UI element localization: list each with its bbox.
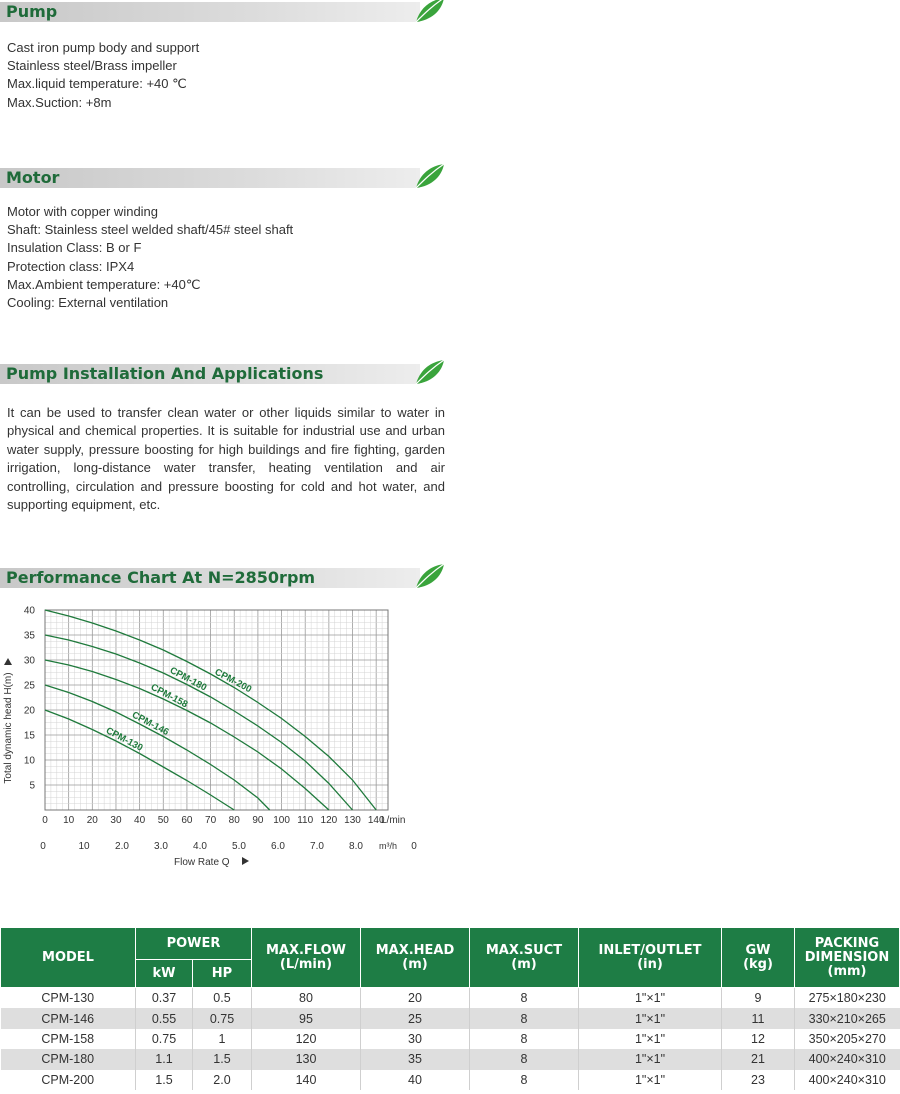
cell-max-suct: 8 bbox=[470, 1070, 579, 1090]
col-header-model: MODEL bbox=[1, 928, 136, 988]
cell-model: CPM-146 bbox=[1, 1008, 136, 1028]
y-tick-label: 40 bbox=[23, 605, 35, 617]
col-header-max-suct-label: MAX.SUCT bbox=[485, 942, 563, 958]
installation-section-title: Pump Installation And Applications bbox=[6, 364, 324, 383]
cell-max-flow: 120 bbox=[252, 1029, 361, 1049]
x-axis-arrow-icon bbox=[242, 857, 249, 865]
cell-max-suct: 8 bbox=[470, 988, 579, 1009]
cell-hp: 1 bbox=[193, 1029, 252, 1049]
series-label: CPM-200 bbox=[212, 666, 254, 696]
cell-model: CPM-180 bbox=[1, 1049, 136, 1069]
x-tick-label: 90 bbox=[252, 815, 264, 826]
installation-paragraph: It can be used to transfer clean water or other liquids similar to water in physical and chemical properties. It is suitable for industrial use and urban water supply, pressure boosting for high buildings and fire fighting, garden irrigation, long-distance water transfer, heating ventilation and air controlling, circulation and pressure boosting for cold and hot water, and supporting equipment, etc. bbox=[7, 405, 445, 513]
x2-tick-label: 7.0 bbox=[310, 841, 324, 852]
x-axis-unit: L/min bbox=[381, 815, 406, 826]
x-tick-label: 70 bbox=[205, 815, 217, 826]
col-header-max-head-label: MAX.HEAD bbox=[375, 942, 455, 958]
series-label: CPM-146 bbox=[129, 709, 171, 739]
performance-section-header bbox=[0, 568, 420, 588]
cell-packing: 400×240×310 bbox=[808, 1072, 886, 1087]
x2-tick-label: 5.0 bbox=[232, 841, 246, 852]
x2-tick-label: 3.0 bbox=[154, 841, 168, 852]
cell-model: CPM-158 bbox=[1, 1029, 136, 1049]
pump-spec-line: Stainless steel/Brass impeller bbox=[7, 58, 177, 74]
motor-spec-list bbox=[7, 203, 293, 312]
col-header-max-head-unit: (m) bbox=[402, 956, 428, 972]
table-row bbox=[1, 1008, 900, 1028]
cell-model: CPM-200 bbox=[1, 1070, 136, 1090]
col-header-max-suct bbox=[470, 928, 579, 988]
col-header-power: POWER bbox=[136, 928, 252, 960]
cell-packing: 275×180×230 bbox=[808, 991, 886, 1006]
y-tick-label: 25 bbox=[23, 680, 35, 692]
cell-kw: 0.55 bbox=[136, 1008, 193, 1028]
x2-tick-label: 4.0 bbox=[193, 841, 207, 852]
y-tick-label: 30 bbox=[23, 655, 35, 667]
table-row bbox=[1, 988, 900, 1009]
x2-axis-unit: m³/h bbox=[379, 841, 397, 851]
cell-gw: 23 bbox=[722, 1070, 795, 1090]
y-tick-label: 10 bbox=[23, 755, 35, 767]
cell-gw: 21 bbox=[722, 1049, 795, 1069]
cell-inlet-outlet: 1"×1" bbox=[579, 1029, 722, 1049]
cell-max-head: 20 bbox=[361, 988, 470, 1009]
y-axis-arrow-icon bbox=[4, 658, 12, 665]
x2-tick-label: 10 bbox=[78, 841, 90, 852]
cell-kw: 1.1 bbox=[136, 1049, 193, 1069]
y-axis-label: Total dynamic head H(m) bbox=[3, 672, 14, 784]
col-header-gw bbox=[722, 928, 795, 988]
table-row bbox=[1, 1049, 900, 1069]
y-tick-label: 35 bbox=[23, 630, 35, 642]
col-header-inlet-outlet bbox=[579, 928, 722, 988]
col-header-packing-unit: (mm) bbox=[827, 963, 867, 979]
col-header-inlet-outlet-label: INLET/OUTLET bbox=[598, 942, 702, 958]
cell-kw: 0.75 bbox=[136, 1029, 193, 1049]
pump-section-title: Pump bbox=[6, 2, 58, 21]
x-tick-label: 30 bbox=[110, 815, 122, 826]
leaf-icon bbox=[414, 162, 446, 190]
cell-max-flow: 140 bbox=[252, 1070, 361, 1090]
y-tick-label: 20 bbox=[23, 705, 35, 717]
cell-max-head: 30 bbox=[361, 1029, 470, 1049]
col-header-max-flow-label: MAX.FLOW bbox=[265, 942, 347, 958]
x-tick-label: 20 bbox=[86, 815, 98, 826]
x-tick-label: 100 bbox=[273, 815, 290, 826]
pump-spec-list bbox=[7, 39, 199, 112]
col-header-max-suct-unit: (m) bbox=[511, 956, 537, 972]
x2-tick-label: 8.0 bbox=[349, 841, 363, 852]
cell-hp: 2.0 bbox=[193, 1070, 252, 1090]
x2-tick-label: 6.0 bbox=[271, 841, 285, 852]
cell-packing: 350×205×270 bbox=[808, 1031, 886, 1046]
cell-max-flow: 130 bbox=[252, 1049, 361, 1069]
col-header-kw: kW bbox=[136, 960, 193, 988]
series-label: CPM-130 bbox=[103, 725, 145, 754]
col-header-hp: HP bbox=[193, 960, 252, 988]
spec-table bbox=[0, 927, 900, 1090]
x-tick-label: 10 bbox=[63, 815, 75, 826]
x-tick-label: 0 bbox=[42, 815, 48, 826]
cell-max-suct: 8 bbox=[470, 1049, 579, 1069]
cell-max-head: 40 bbox=[361, 1070, 470, 1090]
cell-hp: 1.5 bbox=[193, 1049, 252, 1069]
x2-tick-label: 0 bbox=[40, 841, 46, 852]
cell-inlet-outlet: 1"×1" bbox=[579, 988, 722, 1009]
motor-spec-line: Motor with copper winding bbox=[7, 204, 159, 219]
motor-spec-line: Shaft: Stainless steel welded shaft/45# steel shaft bbox=[7, 222, 294, 238]
cell-inlet-outlet: 1"×1" bbox=[579, 1070, 722, 1090]
cell-model: CPM-130 bbox=[1, 988, 136, 1009]
x-tick-label: 80 bbox=[228, 815, 240, 826]
motor-section-header bbox=[0, 168, 420, 188]
leaf-icon bbox=[414, 0, 446, 24]
performance-section-title: Performance Chart At N=2850rpm bbox=[6, 568, 316, 587]
table-row bbox=[1, 1070, 900, 1090]
cell-max-suct: 8 bbox=[470, 1029, 579, 1049]
x2-tick-label: 2.0 bbox=[115, 841, 129, 852]
col-header-gw-label: GW bbox=[745, 942, 771, 958]
x-tick-label: 140 bbox=[367, 815, 385, 826]
cell-gw: 9 bbox=[722, 988, 795, 1009]
cell-max-suct: 8 bbox=[470, 1008, 579, 1028]
performance-chart bbox=[0, 598, 440, 878]
x-tick-label: 50 bbox=[157, 815, 169, 826]
cell-packing: 330×210×265 bbox=[795, 1008, 900, 1028]
cell-kw: 0.37 bbox=[136, 988, 193, 1009]
table-row bbox=[1, 1029, 900, 1049]
cell-max-flow: 80 bbox=[252, 988, 361, 1009]
x-tick-label: 60 bbox=[181, 815, 193, 826]
cell-max-head: 35 bbox=[361, 1049, 470, 1069]
motor-spec-line: Protection class: IPX4 bbox=[7, 258, 135, 274]
cell-packing: 400×240×310 bbox=[795, 1049, 900, 1069]
x2-tick-label: 0 bbox=[411, 841, 417, 852]
x-tick-label: 40 bbox=[134, 815, 146, 826]
leaf-icon bbox=[414, 562, 446, 590]
y-tick-label: 5 bbox=[29, 780, 35, 792]
series-label: CPM-158 bbox=[148, 681, 190, 711]
motor-spec-line: Max.Ambient temperature: +40℃ bbox=[7, 276, 201, 292]
motor-section-title: Motor bbox=[6, 168, 60, 187]
col-header-gw-unit: (kg) bbox=[743, 956, 773, 972]
pump-spec-line: Cast iron pump body and support bbox=[7, 40, 200, 55]
pump-spec-line: Max.liquid temperature: +40 ℃ bbox=[7, 76, 187, 92]
installation-section-header bbox=[0, 364, 420, 384]
x-tick-label: 130 bbox=[344, 815, 361, 826]
pump-section-header bbox=[0, 2, 420, 22]
series-label: CPM-180 bbox=[167, 665, 209, 694]
cell-kw: 1.5 bbox=[136, 1070, 193, 1090]
cell-hp: 0.5 bbox=[193, 988, 252, 1009]
pump-spec-line: Max.Suction: +8m bbox=[7, 94, 112, 110]
cell-gw: 11 bbox=[722, 1008, 795, 1028]
motor-spec-line: Insulation Class: B or F bbox=[7, 240, 142, 256]
leaf-icon bbox=[414, 358, 446, 386]
col-header-packing-label: PACKING bbox=[814, 935, 880, 951]
cell-inlet-outlet: 1"×1" bbox=[579, 1049, 722, 1069]
x-tick-label: 110 bbox=[297, 815, 314, 826]
col-header-max-head bbox=[361, 928, 470, 988]
col-header-max-flow-unit: (L/min) bbox=[279, 956, 333, 972]
cell-inlet-outlet: 1"×1" bbox=[579, 1008, 722, 1028]
spec-table-body bbox=[1, 988, 900, 1090]
x-tick-label: 120 bbox=[320, 815, 338, 826]
chart-grid bbox=[45, 610, 388, 810]
cell-max-flow: 95 bbox=[252, 1008, 361, 1028]
col-header-packing-label2: DIMENSION bbox=[804, 949, 890, 965]
col-header-max-flow bbox=[252, 928, 361, 988]
x-axis-label: Flow Rate Q bbox=[174, 857, 230, 868]
cell-max-head: 25 bbox=[361, 1008, 470, 1028]
cell-gw: 12 bbox=[722, 1029, 795, 1049]
y-tick-label: 15 bbox=[23, 730, 35, 742]
motor-spec-line: Cooling: External ventilation bbox=[7, 295, 169, 311]
cell-hp: 0.75 bbox=[193, 1008, 252, 1028]
col-header-packing bbox=[795, 928, 900, 988]
col-header-inlet-outlet-unit: (in) bbox=[637, 956, 663, 972]
